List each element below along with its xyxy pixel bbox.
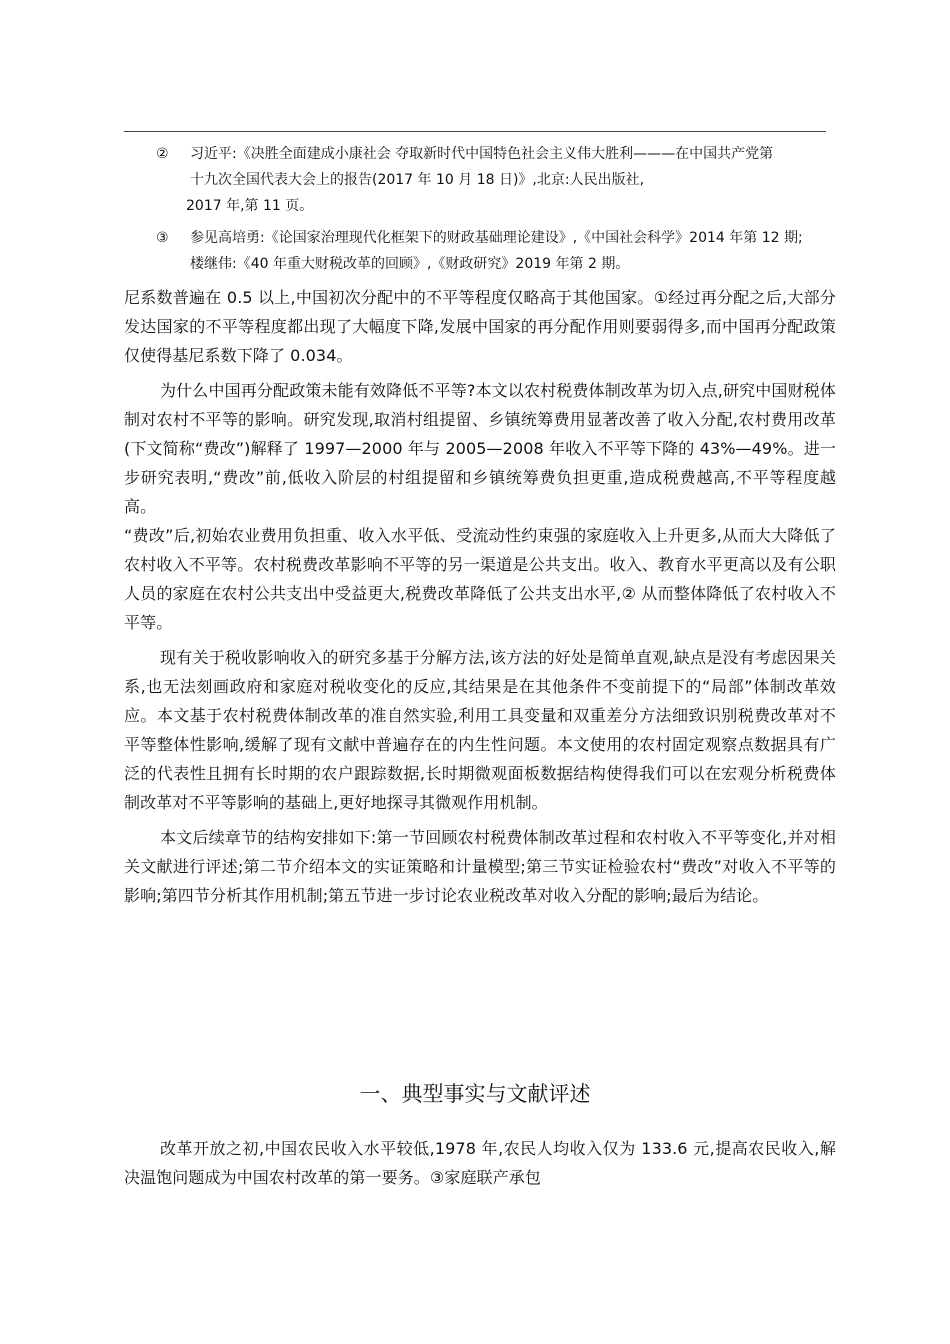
paragraph: 现有关于税收影响收入的研究多基于分解方法,该方法的好处是简单直观,缺点是没有考虑因果关系,也无法刻画政府和家庭对税收变化的反应,其结果是在其他条件不变前提下的“局部”体制改革效应。本文基于农村税费体制改革的准自然实验,利用工具变量和双重差分方法细致识别税费改革对不平等整体性影响,缓解了现有文献中普遍存在的内生性问题。本文使用的农村固定观察点数据具有广泛的代表性且拥有长时期的农户跟踪数据,长时期微观面板数据结构使得我们可以在宏观分析税费体制改革对不平等影响的基础上,更好地探寻其微观作用机制。: [124, 648, 836, 812]
footnote-line: 十九次全国代表大会上的报告(2017 年 10 月 18 日)》,北京:人民出版社,: [190, 172, 645, 188]
footnote-line: 习近平:《决胜全面建成小康社会 夺取新时代中国特色社会主义伟大胜利———在中国共产党第: [190, 146, 774, 162]
footnote-2: [124, 141, 834, 219]
paragraph: 为什么中国再分配政策未能有效降低不平等?本文以农村税费体制改革为切入点,研究中国财税体制对农村不平等的影响。研究发现,取消村组提留、乡镇统筹费用显著改善了收入分配,农村费用改革(下文简称“费改”)解释了 1997—2000 年与 2005—2008 年收入不平等下降的 43%—49%。进一步研究表明,“费改”前,低收入阶层的村组提留和乡镇统筹费负担更重,造成税费越高,不平等程度越高。: [124, 381, 836, 516]
footnote-separator: [124, 131, 826, 132]
footnote-line: 2017 年,第 11 页。: [186, 198, 314, 214]
paragraph: “费改”后,初始农业费用负担重、收入水平低、受流动性约束强的家庭收入上升更多,从而大大降低了农村收入不平等。农村税费改革影响不平等的另一渠道是公共支出。收入、教育水平更高以及有公职人员的家庭在农村公共支出中受益更大,税费改革降低了公共支出水平,② 从而整体降低了农村收入不平等。: [124, 526, 836, 632]
footnote-marker: ②: [156, 146, 169, 162]
section-body: [124, 1134, 836, 1192]
paragraph: 尼系数普遍在 0.5 以上,中国初次分配中的不平等程度仅略高于其他国家。①经过再分配之后,大部分发达国家的不平等程度都出现了大幅度下降,发展中国家的再分配作用则要弱得多,而中国再分配政策仅使得基尼系数下降了 0.034。: [124, 288, 836, 365]
paragraph: 本文后续章节的结构安排如下:第一节回顾农村税费体制改革过程和农村收入不平等变化,并对相关文献进行评述;第二节介绍本文的实证策略和计量模型;第三节实证检验农村“费改”对收入不平等的影响;第四节分析其作用机制;第五节进一步讨论农业税改革对收入分配的影响;最后为结论。: [124, 828, 836, 905]
footnote-marker: ③: [156, 230, 169, 246]
body-text: [124, 283, 836, 910]
footnote-line: 楼继伟:《40 年重大财税改革的回顾》,《财政研究》2019 年第 2 期。: [190, 256, 630, 272]
footnote-3: [124, 225, 834, 277]
paragraph: 改革开放之初,中国农民收入水平较低,1978 年,农民人均收入仅为 133.6 元,提高农民收入,解决温饱问题成为中国农村改革的第一要务。③家庭联产承包: [124, 1139, 836, 1187]
section-heading: 一、典型事实与文献评述: [359, 1082, 591, 1106]
footnote-line: 参见高培勇:《论国家治理现代化框架下的财政基础理论建设》,《中国社会科学》2014 年第 12 期;: [190, 230, 803, 246]
